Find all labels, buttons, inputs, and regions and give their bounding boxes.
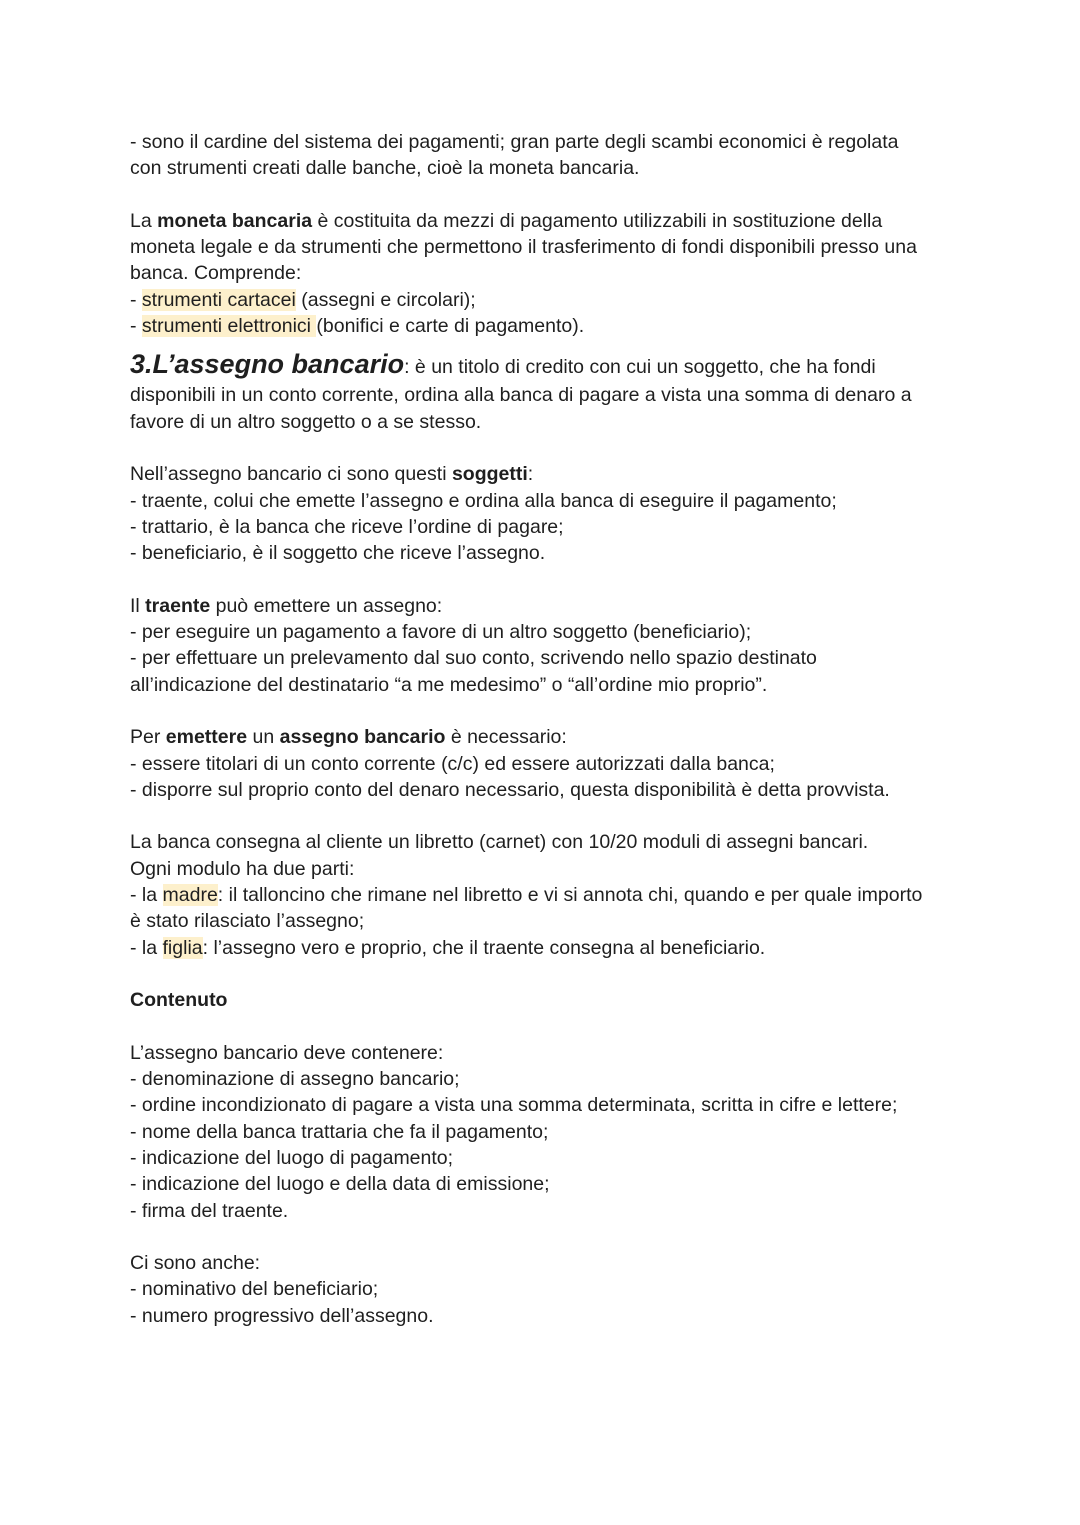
highlighted-term: figlia bbox=[162, 936, 203, 959]
list-item: - disporre sul proprio conto del denaro necessario, questa disponibilità è detta provvista. bbox=[130, 778, 890, 801]
text-line: con strumenti creati dalle banche, cioè la moneta bancaria. bbox=[130, 157, 640, 180]
list-item: - strumenti elettronici (bonifici e carte di pagamento). bbox=[130, 315, 585, 338]
paragraph-traente bbox=[130, 593, 960, 698]
text-line: Il traente può emettere un assegno: bbox=[130, 594, 443, 617]
list-item: - firma del traente. bbox=[130, 1199, 289, 1222]
bold-term: assegno bancario bbox=[279, 726, 446, 749]
highlighted-term: madre bbox=[162, 884, 218, 907]
text-line: La banca consegna al cliente un libretto (carnet) con 10/20 moduli di assegni bancari. bbox=[130, 831, 869, 854]
document-body bbox=[130, 129, 960, 1329]
bold-term: traente bbox=[145, 594, 211, 617]
text-line: Ci sono anche: bbox=[130, 1252, 261, 1275]
section-3-definition bbox=[130, 382, 960, 435]
list-item: - traente, colui che emette l’assegno e ordina alla banca di eseguire il pagamento; bbox=[130, 489, 837, 512]
list-item: - trattario, è la banca che riceve l’ordine di pagare; bbox=[130, 515, 564, 538]
text-line: banca. Comprende: bbox=[130, 262, 302, 285]
bold-term: soggetti bbox=[451, 463, 528, 486]
subheading-title: Contenuto bbox=[130, 989, 228, 1012]
bold-term: emettere bbox=[165, 726, 248, 749]
text-line: La moneta bancaria è costituita da mezzi di pagamento utilizzabili in sostituzione della bbox=[130, 209, 883, 232]
list-item: - essere titolari di un conto corrente (c/c) ed essere autorizzati dalla banca; bbox=[130, 752, 775, 775]
paragraph-moneta-bancaria bbox=[130, 208, 960, 339]
paragraph-contenuto-list bbox=[130, 1040, 960, 1224]
list-item: - indicazione del luogo e della data di emissione; bbox=[130, 1173, 550, 1196]
list-item: - per effettuare un prelevamento dal suo conto, scrivendo nello spazio destinato bbox=[130, 647, 817, 670]
text-line: L’assegno bancario deve contenere: bbox=[130, 1041, 444, 1064]
highlighted-term: strumenti elettronici bbox=[141, 315, 317, 338]
text-line: all’indicazione del destinatario “a me medesimo” o “all’ordine mio proprio”. bbox=[130, 673, 768, 696]
text-line: moneta legale e da strumenti che permettono il trasferimento di fondi disponibili presso una bbox=[130, 236, 917, 259]
text-line: favore di un altro soggetto o a se stesso. bbox=[130, 410, 482, 433]
text-line: Nell’assegno bancario ci sono questi soggetti: bbox=[130, 463, 534, 486]
paragraph-emettere bbox=[130, 724, 960, 803]
highlighted-term: strumenti cartacei bbox=[141, 288, 296, 311]
subheading-contenuto bbox=[130, 987, 960, 1013]
list-item: - nominativo del beneficiario; bbox=[130, 1278, 379, 1301]
text-line: - sono il cardine del sistema dei pagamenti; gran parte degli scambi economici è regolata bbox=[130, 131, 899, 153]
list-item: - denominazione di assegno bancario; bbox=[130, 1068, 460, 1091]
section-heading: 3.L’assegno bancario bbox=[130, 349, 405, 380]
bold-term: moneta bancaria bbox=[157, 209, 313, 232]
text-line: 3.L’assegno bancario: è un titolo di credito con cui un soggetto, che ha fondi bbox=[130, 349, 876, 380]
list-item: - numero progressivo dell’assegno. bbox=[130, 1304, 434, 1327]
list-item: - strumenti cartacei (assegni e circolari); bbox=[130, 288, 476, 311]
text-line: disponibili in un conto corrente, ordina alla banca di pagare a vista una somma di denaro a bbox=[130, 384, 912, 407]
paragraph-anche bbox=[130, 1250, 960, 1329]
section-3-intro bbox=[130, 349, 960, 382]
text-line: Per emettere un assegno bancario è necessario: bbox=[130, 726, 567, 749]
list-item: - per eseguire un pagamento a favore di un altro soggetto (beneficiario); bbox=[130, 621, 752, 644]
text-line: è stato rilasciato l’assegno; bbox=[130, 910, 365, 933]
list-item: - la madre: il talloncino che rimane nel libretto e vi si annota chi, quando e per quale importo bbox=[130, 884, 923, 907]
paragraph-banks-role bbox=[130, 129, 960, 182]
list-item: - nome della banca trattaria che fa il pagamento; bbox=[130, 1120, 549, 1143]
list-item: - beneficiario, è il soggetto che riceve l’assegno. bbox=[130, 542, 546, 565]
list-item: - indicazione del luogo di pagamento; bbox=[130, 1146, 454, 1169]
list-item: - la figlia: l’assegno vero e proprio, che il traente consegna al beneficiario. bbox=[130, 936, 766, 959]
paragraph-libretto bbox=[130, 829, 960, 960]
paragraph-soggetti bbox=[130, 461, 960, 566]
list-item: - ordine incondizionato di pagare a vista una somma determinata, scritta in cifre e lettere; bbox=[130, 1094, 898, 1117]
text-line: Ogni modulo ha due parti: bbox=[130, 857, 355, 880]
